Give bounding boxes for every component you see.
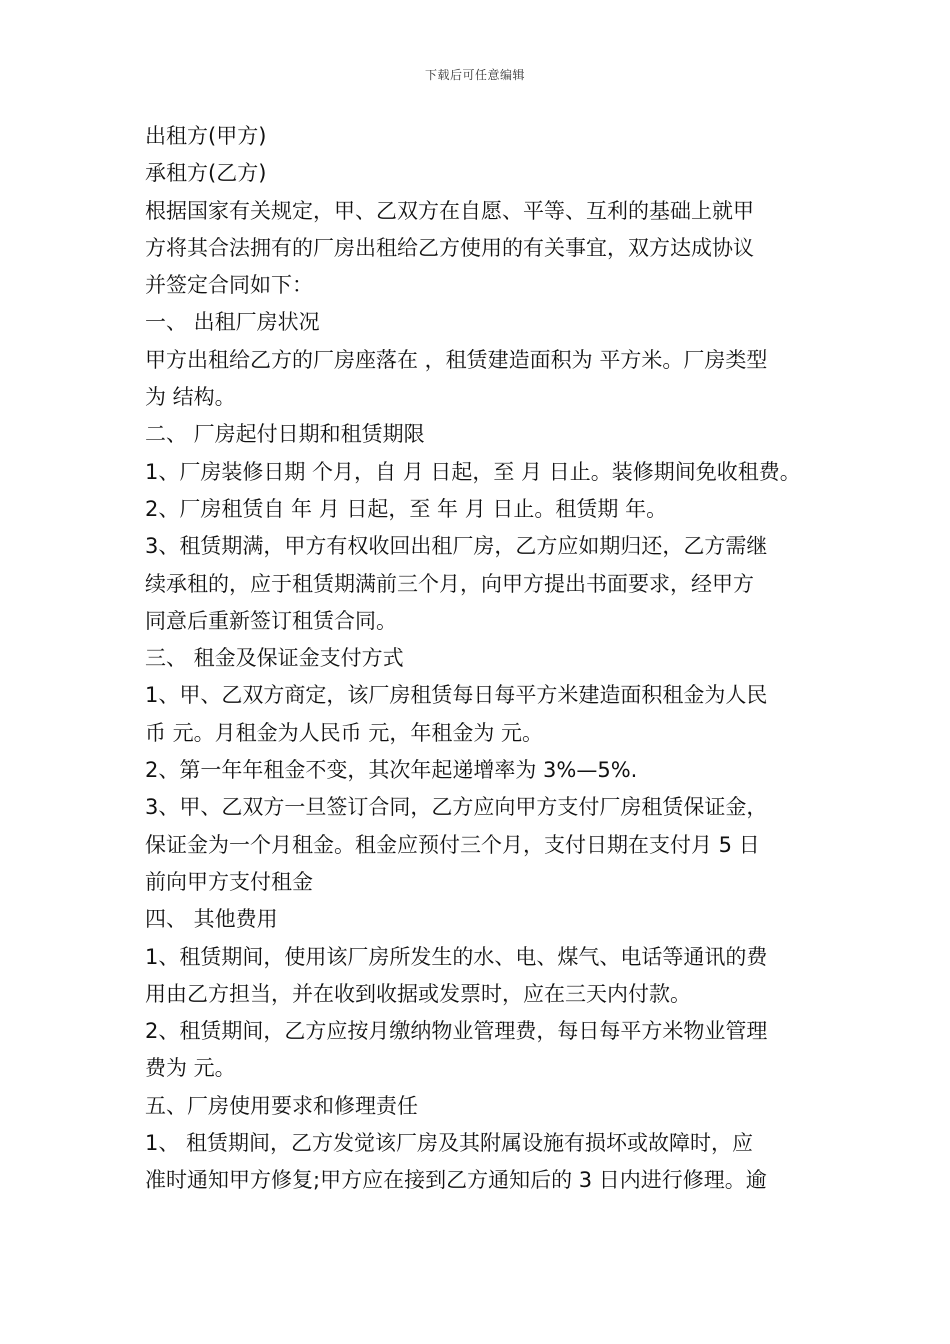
section-5-item-1-line-2: 准时通知甲方修复;甲方应在接到乙方通知后的 3 日内进行修理。逾 xyxy=(145,1168,767,1193)
section-3-item-3-line-3: 前向甲方支付租金 xyxy=(145,869,313,894)
section-2-item-3-line-3: 同意后重新签订租赁合同。 xyxy=(145,608,397,633)
section-heading-3: 三、 租金及保证金支付方式 xyxy=(145,646,404,671)
section-heading-2: 二、 厂房起付日期和租赁期限 xyxy=(145,422,425,447)
party-lessor-line: 出租方(甲方) xyxy=(145,124,267,148)
page-header: 下载后可任意编辑 xyxy=(424,68,525,82)
party-lessee-line: 承租方(乙方) xyxy=(145,161,267,186)
section-4-item-1-line-2: 用由乙方担当，并在收到收据或发票时，应在三天内付款。 xyxy=(145,981,691,1006)
section-2-item-3-line-1: 3、租赁期满，甲方有权收回出租厂房，乙方应如期归还，乙方需继 xyxy=(145,534,768,559)
preamble-line-2: 方将其合法拥有的厂房出租给乙方使用的有关事宜，双方达成协议 xyxy=(145,235,754,260)
contract-body xyxy=(145,118,825,1200)
section-1-line-2: 为 结构。 xyxy=(145,385,236,410)
preamble-line-1: 根据国家有关规定，甲、乙双方在自愿、平等、互利的基础上就甲 xyxy=(145,198,754,223)
section-4-item-1-line-1: 1、租赁期间，使用该厂房所发生的水、电、煤气、电话等通讯的费 xyxy=(145,944,768,969)
section-4-item-2-line-1: 2、租赁期间，乙方应按月缴纳物业管理费，每日每平方米物业管理 xyxy=(145,1019,768,1044)
section-3-item-3-line-1: 3、甲、乙双方一旦签订合同，乙方应向甲方支付厂房租赁保证金， xyxy=(145,795,768,820)
section-heading-1: 一、 出租厂房状况 xyxy=(145,310,320,335)
section-2-item-1: 1、厂房装修日期 个月，自 月 日起，至 月 日止。装修期间免收租费。 xyxy=(145,459,801,484)
section-heading-4: 四、 其他费用 xyxy=(145,907,278,932)
section-2-item-2: 2、厂房租赁自 年 月 日起，至 年 月 日止。租赁期 年。 xyxy=(145,496,668,521)
section-3-item-3-line-2: 保证金为一个月租金。租金应预付三个月，支付日期在支付月 5 日 xyxy=(145,832,760,857)
section-2-item-3-line-2: 续承租的，应于租赁期满前三个月，向甲方提出书面要求，经甲方 xyxy=(145,571,754,596)
section-3-item-1-line-2: 币 元。月租金为人民币 元，年租金为 元。 xyxy=(145,720,544,745)
preamble-line-3: 并签定合同如下： xyxy=(145,273,313,298)
section-heading-5: 五、厂房使用要求和修理责任 xyxy=(145,1093,418,1118)
section-3-item-1-line-1: 1、甲、乙双方商定，该厂房租赁每日每平方米建造面积租金为人民 xyxy=(145,683,768,708)
section-3-item-2: 2、第一年年租金不变，其次年起递增率为 3%—5%. xyxy=(145,758,638,783)
section-4-item-2-line-2: 费为 元。 xyxy=(145,1056,236,1081)
section-5-item-1-line-1: 1、 租赁期间，乙方发觉该厂房及其附属设施有损坏或故障时，应 xyxy=(145,1131,754,1156)
section-1-line-1: 甲方出租给乙方的厂房座落在 ，租赁建造面积为 平方米。厂房类型 xyxy=(145,347,768,372)
